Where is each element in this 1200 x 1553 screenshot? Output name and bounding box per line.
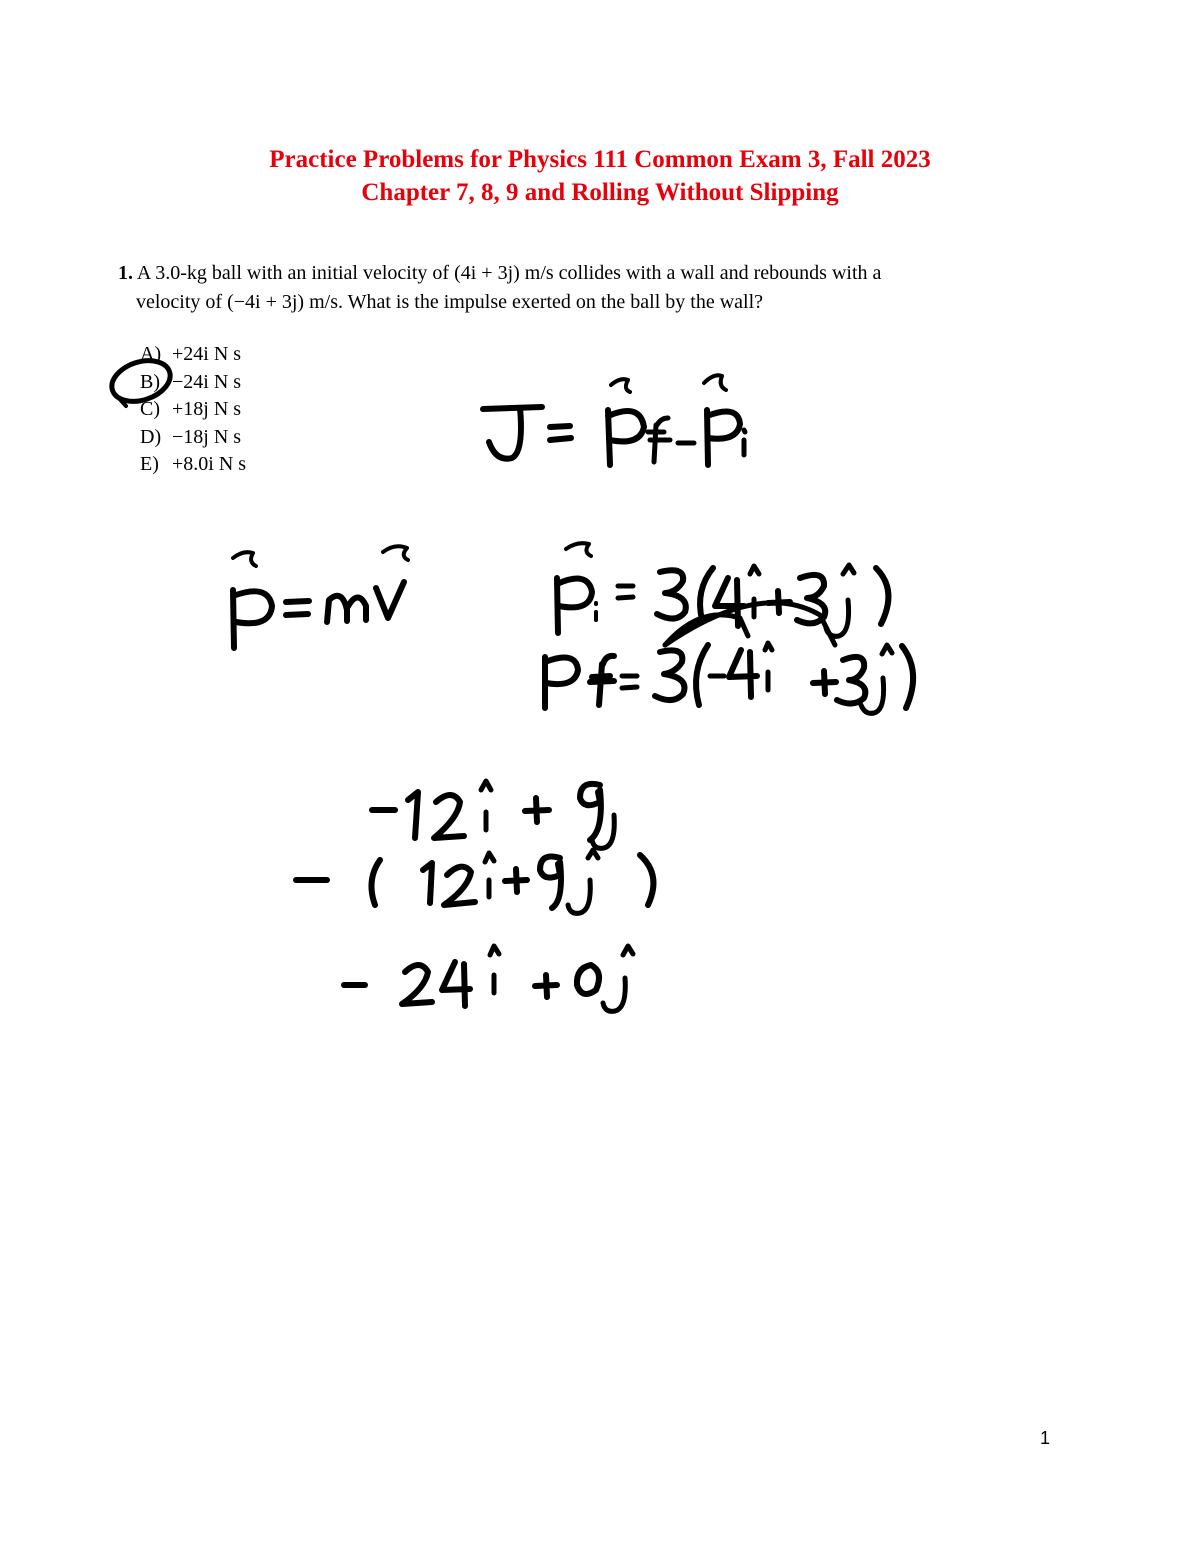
ink-line-2 (233, 546, 408, 648)
answer-choices (140, 341, 246, 479)
page-number: 1 (1040, 1428, 1051, 1448)
question-number: 1. (118, 262, 133, 284)
choice-letter: E) (140, 453, 159, 475)
ink-line-4 (545, 603, 913, 714)
page-title: Practice Problems for Physics 111 Common Exam 3, Fall 2023 (269, 146, 931, 173)
ink-line-1 (483, 375, 745, 465)
question-line-1 (118, 259, 1068, 288)
choice-text: +18j N s (172, 398, 242, 420)
ink-line-3 (557, 543, 888, 636)
choice-letter: D) (140, 425, 162, 448)
choice-text: −18j N s (172, 425, 242, 448)
choice-text: +8.0i N s (172, 453, 247, 475)
question-1 (118, 259, 1068, 317)
choice-letter: A) (140, 343, 162, 365)
question-text-1: A 3.0-kg ball with an initial velocity of (4i + 3j) m/s collides with a wall and rebounds with a (136, 262, 882, 284)
choice-e (140, 451, 246, 479)
choice-letter: B) (140, 370, 160, 393)
choice-d (140, 424, 246, 452)
ink-line-6 (296, 850, 653, 913)
choice-letter: C) (140, 398, 160, 420)
choice-text: −24i N s (172, 370, 242, 393)
ink-line-5 (372, 781, 614, 848)
answer-circle-tail (116, 395, 126, 406)
question-text-2: velocity of (−4i + 3j) m/s. What is the impulse exerted on the ball by the wall? (136, 291, 764, 313)
choice-text: +24i N s (172, 343, 242, 365)
choice-b (140, 369, 246, 397)
question-line-2 (118, 288, 1068, 317)
page-subtitle: Chapter 7, 8, 9 and Rolling Without Slipping (361, 179, 839, 206)
choice-c (140, 396, 246, 424)
choice-a (140, 341, 246, 369)
ink-line-7 (344, 946, 633, 1011)
